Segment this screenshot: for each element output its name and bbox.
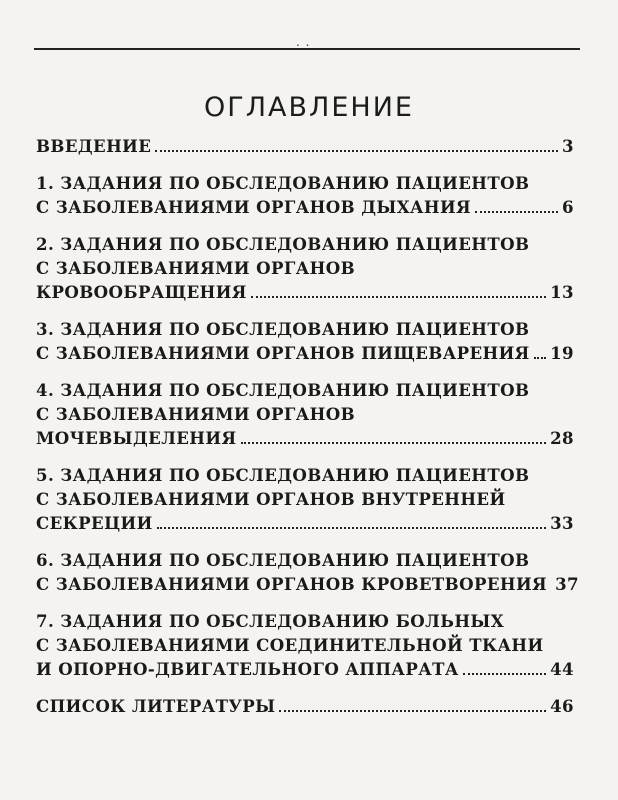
toc-entry-line	[36, 232, 574, 256]
toc-entry-line	[36, 171, 574, 195]
toc-entry-line	[36, 280, 574, 304]
toc-entry-line	[36, 633, 574, 657]
toc-entry-text: 2. ЗАДАНИЯ ПО ОБСЛЕДОВАНИЮ ПАЦИЕНТОВ	[36, 234, 530, 254]
toc-entry-text: СПИСОК ЛИТЕРАТУРЫ	[36, 696, 276, 716]
dot-leader	[155, 150, 558, 152]
toc-entry	[36, 171, 574, 219]
toc-entry-text: 3. ЗАДАНИЯ ПО ОБСЛЕДОВАНИЮ ПАЦИЕНТОВ	[36, 319, 530, 339]
toc-entry-line	[36, 256, 574, 280]
toc-page-number: 37	[555, 574, 579, 594]
toc-page-number: 46	[550, 696, 574, 716]
toc-entry	[36, 378, 574, 450]
toc-entry-text: С ЗАБОЛЕВАНИЯМИ ОРГАНОВ	[36, 404, 356, 424]
table-of-contents	[36, 134, 579, 731]
toc-page-number: 44	[550, 659, 574, 679]
toc-page-number: 3	[562, 136, 574, 156]
dot-leader	[157, 527, 546, 529]
toc-entry	[36, 548, 579, 596]
dot-leader	[251, 296, 546, 298]
toc-entry-text: С ЗАБОЛЕВАНИЯМИ СОЕДИНИТЕЛЬНОЙ ТКАНИ	[36, 635, 544, 655]
header-rule	[34, 48, 580, 50]
toc-entry	[36, 463, 574, 535]
dot-leader	[463, 673, 546, 675]
toc-entry-text: С ЗАБОЛЕВАНИЯМИ ОРГАНОВ	[36, 258, 356, 278]
toc-entry-text: С ЗАБОЛЕВАНИЯМИ ОРГАНОВ КРОВЕТВОРЕНИЯ	[36, 574, 548, 594]
toc-entry-line	[36, 548, 574, 572]
dot-leader	[279, 710, 546, 712]
toc-entry-line	[36, 572, 579, 596]
toc-entry-line	[36, 463, 574, 487]
toc-entry-line	[36, 402, 574, 426]
toc-entry-line	[36, 134, 574, 158]
top-mark: . .	[296, 35, 311, 49]
toc-entry-text: И ОПОРНО-ДВИГАТЕЛЬНОГО АППАРАТА	[36, 659, 459, 679]
toc-entry-line	[36, 195, 574, 219]
toc-entry-text: 1. ЗАДАНИЯ ПО ОБСЛЕДОВАНИЮ ПАЦИЕНТОВ	[36, 173, 530, 193]
toc-entry-line	[36, 317, 574, 341]
toc-page-number: 6	[562, 197, 574, 217]
toc-entry-text: 6. ЗАДАНИЯ ПО ОБСЛЕДОВАНИЮ ПАЦИЕНТОВ	[36, 550, 530, 570]
toc-entry-text: С ЗАБОЛЕВАНИЯМИ ОРГАНОВ ДЫХАНИЯ	[36, 197, 472, 217]
toc-entry-text: 7. ЗАДАНИЯ ПО ОБСЛЕДОВАНИЮ БОЛЬНЫХ	[36, 611, 505, 631]
toc-entry	[36, 134, 574, 158]
toc-page-number: 33	[550, 513, 574, 533]
toc-entry-text: С ЗАБОЛЕВАНИЯМИ ОРГАНОВ ВНУТРЕННЕЙ	[36, 489, 506, 509]
toc-page-number: 28	[550, 428, 574, 448]
dot-leader	[534, 357, 546, 359]
dot-leader	[241, 442, 547, 444]
toc-entry-line	[36, 657, 574, 681]
dot-leader	[475, 211, 558, 213]
toc-entry-line	[36, 341, 574, 365]
toc-entry-text: КРОВООБРАЩЕНИЯ	[36, 282, 247, 302]
toc-entry-text: С ЗАБОЛЕВАНИЯМИ ОРГАНОВ ПИЩЕВАРЕНИЯ	[36, 343, 530, 363]
toc-entry-line	[36, 487, 574, 511]
toc-entry-line	[36, 378, 574, 402]
toc-entry	[36, 694, 574, 718]
toc-entry-text: ВВЕДЕНИЕ	[36, 136, 152, 156]
toc-entry	[36, 232, 574, 304]
toc-entry	[36, 609, 574, 681]
toc-entry-text: 5. ЗАДАНИЯ ПО ОБСЛЕДОВАНИЮ ПАЦИЕНТОВ	[36, 465, 530, 485]
toc-entry-text: СЕКРЕЦИИ	[36, 513, 153, 533]
toc-entry-line	[36, 426, 574, 450]
toc-entry-line	[36, 511, 574, 535]
toc-entry	[36, 317, 574, 365]
toc-entry-line	[36, 694, 574, 718]
toc-page-number: 13	[550, 282, 574, 302]
toc-entry-text: 4. ЗАДАНИЯ ПО ОБСЛЕДОВАНИЮ ПАЦИЕНТОВ	[36, 380, 530, 400]
toc-page-number: 19	[550, 343, 574, 363]
toc-entry-text: МОЧЕВЫДЕЛЕНИЯ	[36, 428, 237, 448]
page-title: ОГЛАВЛЕНИЕ	[204, 92, 414, 123]
toc-entry-line	[36, 609, 574, 633]
